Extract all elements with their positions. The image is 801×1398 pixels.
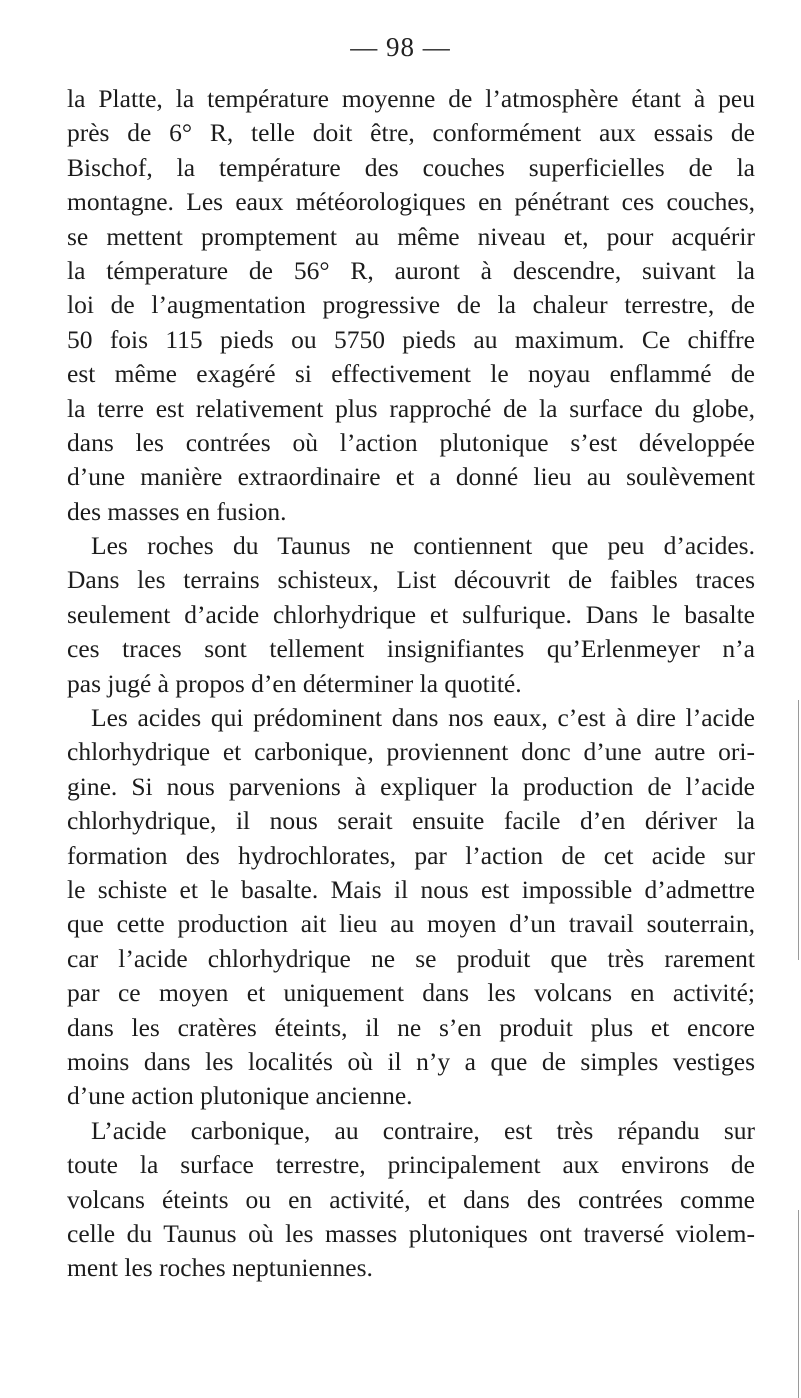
text-line: formation des hydrochlorates, par l’action de cet acide sur (67, 840, 755, 870)
text-line: loi de l’augmentation progressive de la chaleur terrestre, de (67, 290, 755, 320)
text-line: Dans les terrains schisteux, List découvrit de faibles traces (67, 565, 755, 595)
text-line: pas jugé à propos d’en déterminer la quotité. (67, 668, 522, 698)
text-line: toute la surface terrestre, principalement aux environs de (67, 1150, 755, 1180)
text-line: le schiste et le basalte. Mais il nous est impossible d’admettre (67, 874, 755, 904)
text-line: L’acide carbonique, au contraire, est très répandu sur (91, 1115, 755, 1145)
text-line: la Platte, la température moyenne de l’atmosphère étant à peu (67, 84, 755, 113)
text-line: chlorhydrique, il nous serait ensuite facile d’en dériver la (67, 806, 755, 836)
text-line: seulement d’acide chlorhydrique et sulfurique. Dans le basalte (67, 599, 755, 629)
text-line: volcans éteints ou en activité, et dans des contrées comme (67, 1184, 755, 1214)
text-line: se mettent promptement au même niveau et, pour acquérir (67, 221, 755, 251)
text-line: celle du Taunus où les masses plutoniques ont traversé violem- (67, 1218, 755, 1248)
page-number-header: — 98 — (350, 32, 451, 62)
text-line: que cette production ait lieu au moyen d’un travail souterrain, (67, 909, 755, 939)
text-line: est même exagéré si effectivement le noyau enflammé de (67, 359, 755, 389)
text-line: d’une manière extraordinaire et a donné lieu au soulèvement (67, 462, 755, 492)
text-line: ment les roches neptuniennes. (67, 1253, 373, 1283)
text-line: Les roches du Taunus ne contiennent que peu d’acides. (91, 531, 755, 561)
page-edge-shadow (798, 1210, 799, 1398)
text-line: Les acides qui prédominent dans nos eaux, c’est à dire l’acide (91, 703, 755, 733)
text-line: gine. Si nous parvenions à expliquer la production de l’acide (67, 771, 755, 801)
text-line: Bischof, la température des couches superficielles de la (67, 152, 755, 182)
text-line: 50 fois 115 pieds ou 5750 pieds au maximum. Ce chiffre (67, 324, 755, 354)
text-line: des masses en fusion. (67, 496, 287, 526)
text-line: ces traces sont tellement insignifiantes qu’Erlenmeyer n’a (67, 634, 755, 664)
text-line: montagne. Les eaux météorologiques en pénétrant ces couches, (67, 187, 755, 217)
text-line: chlorhydrique et carbonique, proviennent donc d’une autre ori- (67, 737, 755, 767)
text-line: par ce moyen et uniquement dans les volcans en activité; (67, 978, 755, 1008)
text-line: dans les cratères éteints, il ne s’en produit plus et encore (67, 1012, 755, 1042)
text-line: la terre est relativement plus rapproché de la surface du globe, (67, 393, 755, 423)
text-line: la témperature de 56° R, auront à descendre, suivant la (67, 255, 755, 285)
text-line: car l’acide chlorhydrique ne se produit que très rarement (67, 943, 755, 973)
page-edge-shadow (798, 700, 799, 960)
text-line: près de 6° R, telle doit être, conformément aux essais de (67, 118, 755, 148)
body-text (67, 82, 755, 1286)
text-line: d’une action plutonique ancienne. (67, 1081, 413, 1111)
text-line: moins dans les localités où il n’y a que de simples vestiges (67, 1046, 755, 1076)
text-line: dans les contrées où l’action plutonique s’est développée (67, 427, 755, 457)
